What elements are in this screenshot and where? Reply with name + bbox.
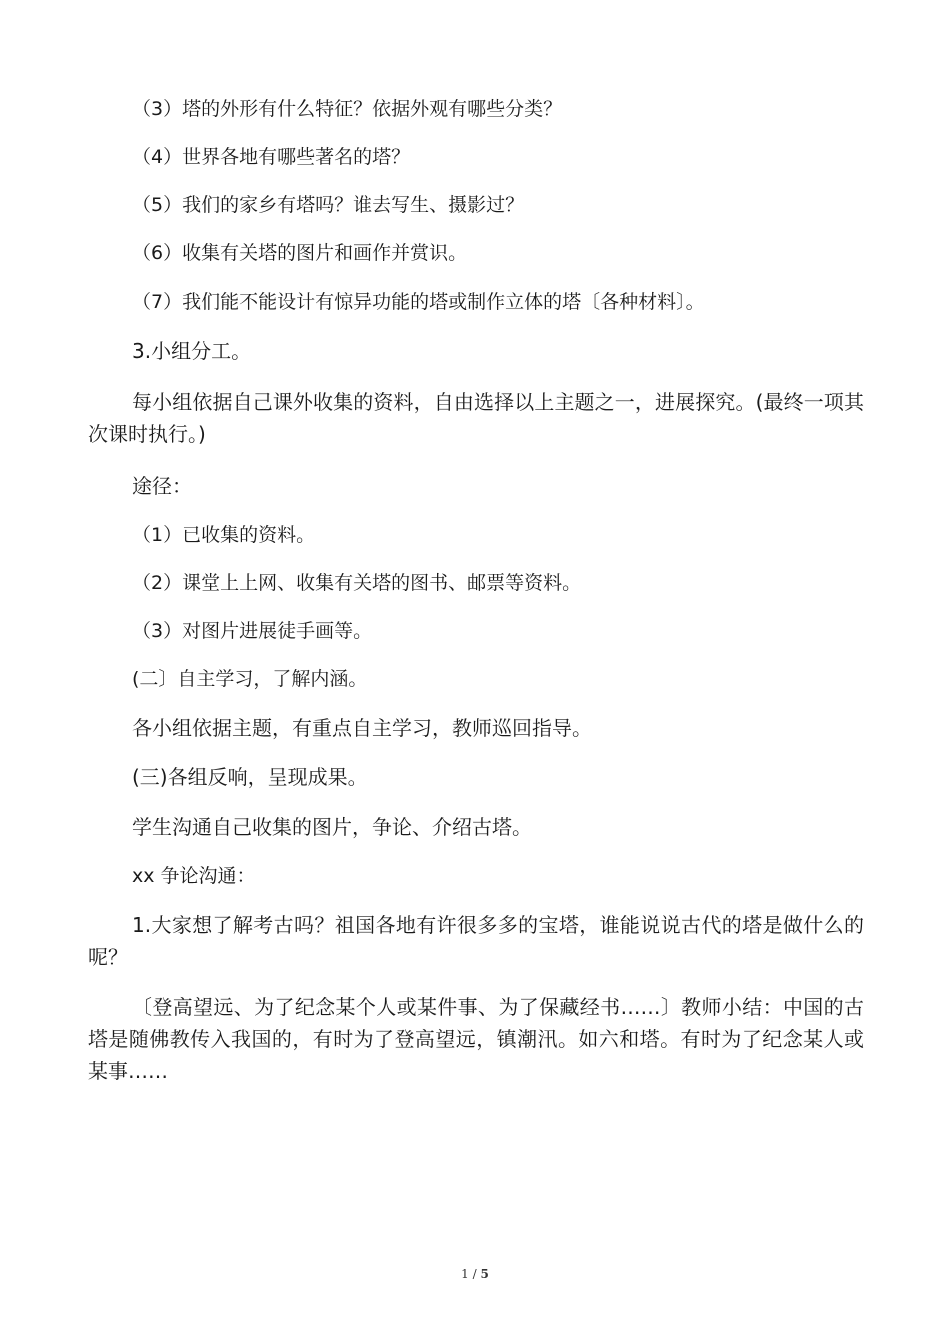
question-7: （7）我们能不能设计有惊异功能的塔或制作立体的塔〔各种材料〕。 <box>132 291 705 313</box>
discussion-heading: xx 争论沟通： <box>132 865 256 887</box>
page-separator: / <box>468 1267 481 1281</box>
question-3: （3）塔的外形有什么特征？依据外观有哪些分类？ <box>132 98 563 120</box>
question-5: （5）我们的家乡有塔吗？谁去写生、摄影过？ <box>132 194 525 216</box>
question-6: （6）收集有关塔的图片和画作并赏识。 <box>132 242 468 264</box>
section-two-heading: (二〕自主学习，了解内涵。 <box>132 668 368 690</box>
discussion-answer: 〔登高望远、为了纪念某个人或某件事、为了保藏经书……〕教师小结：中国的古塔是随佛教传入我国的，有时为了登高望远，镇潮汛。如六和塔。有时为了纪念某人或某事…… <box>88 995 864 1083</box>
path-item-3: （3）对图片进展徒手画等。 <box>132 620 373 642</box>
group-heading: 3.小组分工。 <box>132 339 252 363</box>
path-label: 途径： <box>132 474 192 498</box>
section-three-heading: (三)各组反响，呈现成果。 <box>132 765 368 789</box>
page-number <box>0 1267 950 1281</box>
discussion-question: 1.大家想了解考古吗？祖国各地有许很多多的宝塔，谁能说说古代的塔是做什么的呢？ <box>88 913 864 969</box>
group-paragraph: 每小组依据自己课外收集的资料，自由选择以上主题之一，进展探究。(最终一项其次课时执行。) <box>88 390 864 446</box>
page-total: 5 <box>480 1267 489 1281</box>
page-current: 1 <box>461 1267 469 1281</box>
section-two-text: 各小组依据主题，有重点自主学习，教师巡回指导。 <box>132 716 592 740</box>
section-three-text: 学生沟通自己收集的图片，争论、介绍古塔。 <box>132 815 532 839</box>
question-4: （4）世界各地有哪些著名的塔？ <box>132 146 411 168</box>
path-item-1: （1）已收集的资料。 <box>132 524 316 546</box>
path-item-2: （2）课堂上上网、收集有关塔的图书、邮票等资料。 <box>132 572 582 594</box>
